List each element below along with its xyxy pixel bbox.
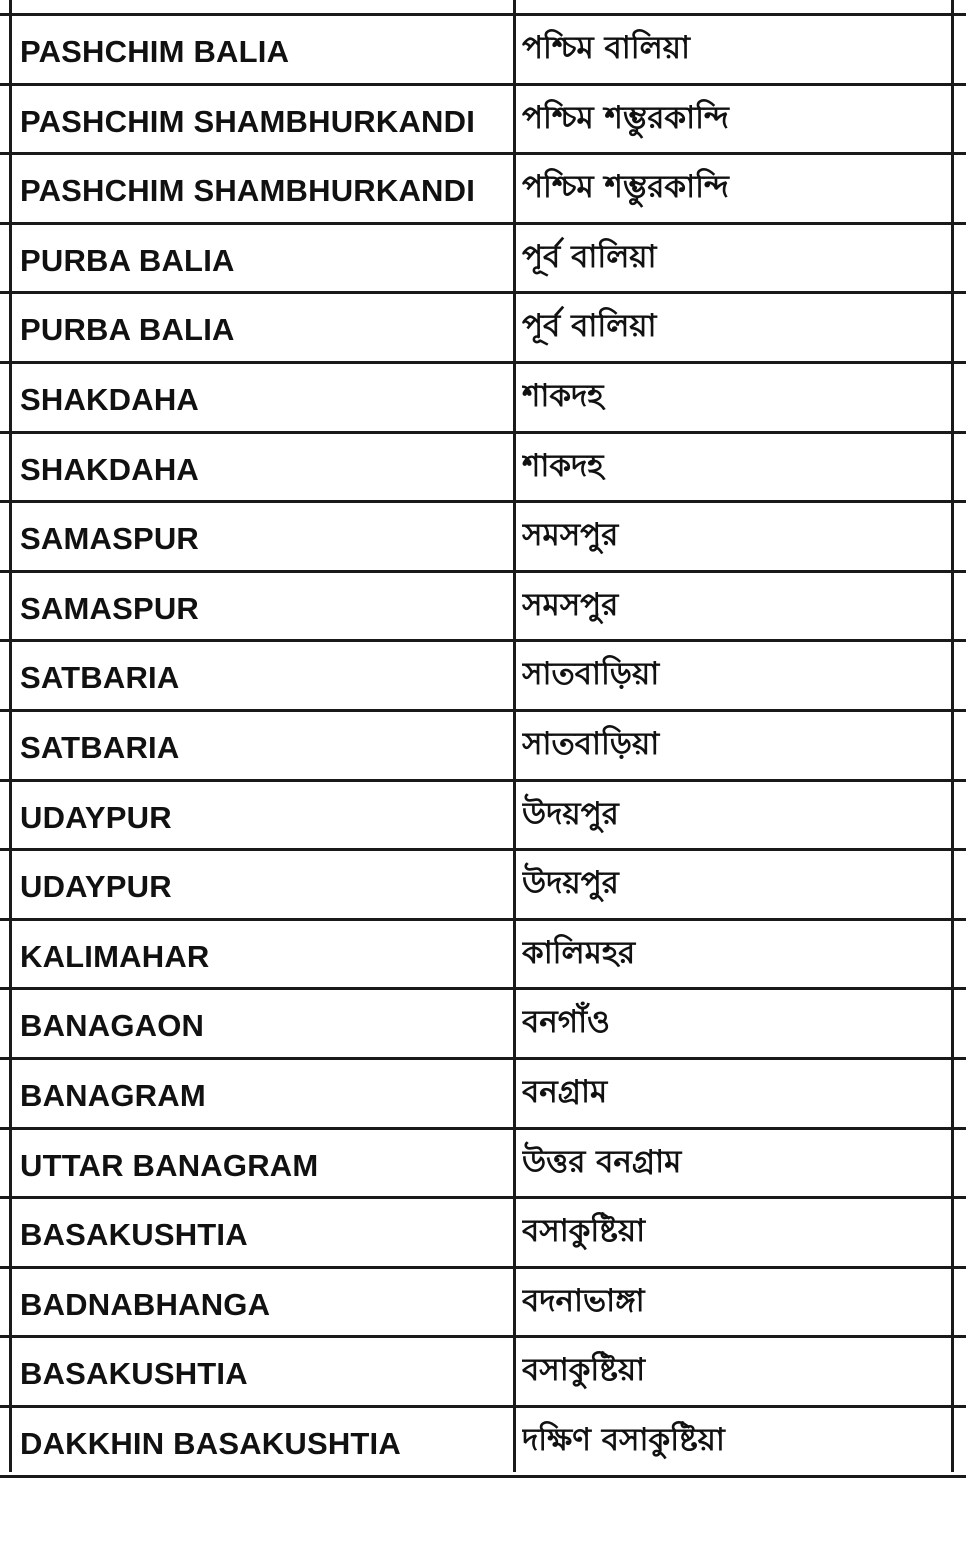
bengali-name-cell: পশ্চিম শম্ভুরকান্দি — [522, 99, 729, 136]
bengali-name-cell: কালিমহর — [522, 934, 636, 971]
english-name-cell: UDAYPUR — [20, 868, 172, 904]
bengali-name-cell: বদনাভাঙ্গা — [522, 1282, 645, 1319]
english-name-cell: PASHCHIM SHAMBHURKANDI — [20, 172, 476, 208]
english-name-cell: PURBA BALIA — [20, 311, 235, 347]
column-divider — [513, 0, 516, 1472]
bengali-name-cell: সাতবাড়িয়া — [522, 655, 660, 692]
bengali-name-cell: পূর্ব বালিয়া — [522, 307, 657, 344]
bengali-name-cell: দক্ষিণ বসাকুষ্টিয়া — [522, 1421, 725, 1458]
english-name-cell: BASAKUSHTIA — [20, 1216, 248, 1252]
bengali-name-cell: সমসপুর — [522, 516, 619, 553]
english-name-cell: SATBARIA — [20, 659, 180, 695]
bengali-name-cell: উত্তর বনগ্রাম — [522, 1143, 682, 1180]
bengali-name-cell: শাকদহ — [522, 377, 604, 414]
english-name-cell: PURBA BALIA — [20, 242, 235, 278]
english-name-cell: DAKKHIN BASAKUSHTIA — [20, 1425, 401, 1461]
english-name-cell: BASAKUSHTIA — [20, 1355, 248, 1391]
english-name-cell: SATBARIA — [20, 729, 180, 765]
bengali-name-cell: উদয়পুর — [522, 864, 619, 901]
bengali-name-cell: উদয়পুর — [522, 795, 619, 832]
english-name-cell: KALIMAHAR — [20, 938, 210, 974]
english-name-cell: SAMASPUR — [20, 520, 200, 556]
english-name-cell: BANAGAON — [20, 1007, 205, 1043]
english-name-cell: BADNABHANGA — [20, 1286, 271, 1322]
table-right-border — [951, 0, 954, 1472]
table-left-border — [9, 0, 12, 1472]
english-name-cell: PASHCHIM SHAMBHURKANDI — [20, 103, 476, 139]
english-name-cell: PASHCHIM BALIA — [20, 33, 290, 69]
english-name-cell: UDAYPUR — [20, 799, 172, 835]
bengali-name-cell: বনগাঁও — [522, 1003, 610, 1040]
bengali-name-cell: পশ্চিম বালিয়া — [522, 29, 690, 66]
english-name-cell: SHAKDAHA — [20, 451, 199, 487]
bengali-name-cell: শাকদহ — [522, 447, 604, 484]
english-name-cell: UTTAR BANAGRAM — [20, 1147, 319, 1183]
bengali-name-cell: সাতবাড়িয়া — [522, 725, 660, 762]
english-name-cell: BANAGRAM — [20, 1077, 206, 1113]
bengali-name-cell: পশ্চিম শম্ভুরকান্দি — [522, 168, 729, 205]
bengali-name-cell: বসাকুষ্টিয়া — [522, 1351, 646, 1388]
bengali-name-cell: বসাকুষ্টিয়া — [522, 1212, 646, 1249]
english-name-cell: SHAKDAHA — [20, 381, 199, 417]
bengali-name-cell: পূর্ব বালিয়া — [522, 238, 657, 275]
bengali-name-cell: বনগ্রাম — [522, 1073, 608, 1110]
bengali-name-cell: সমসপুর — [522, 586, 619, 623]
english-name-cell: SAMASPUR — [20, 590, 200, 626]
